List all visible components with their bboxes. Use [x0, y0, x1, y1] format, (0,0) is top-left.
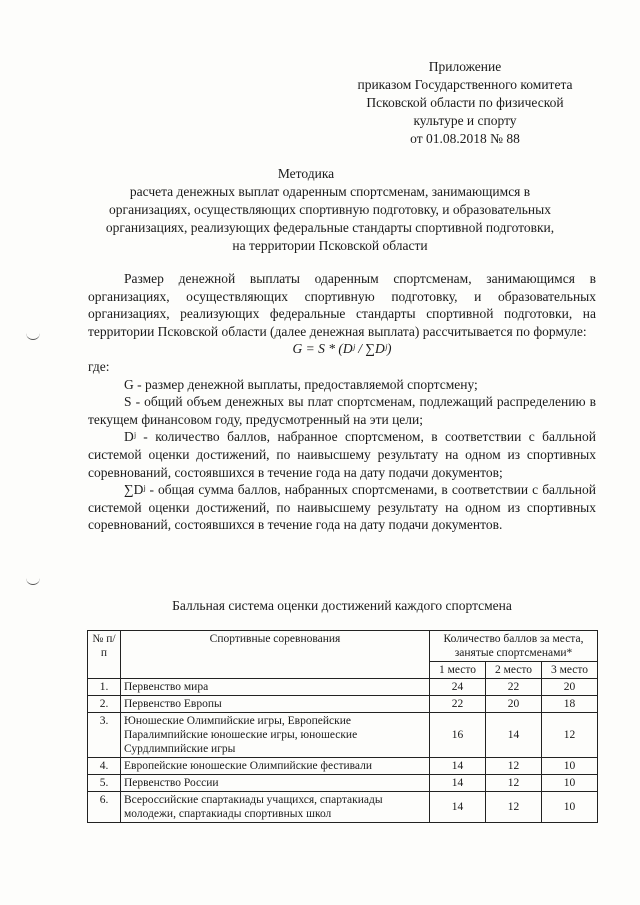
- row-number: 6.: [88, 792, 121, 823]
- appendix-block: [330, 58, 600, 148]
- row-place-3: 10: [541, 775, 597, 792]
- scan-mark: [26, 578, 40, 585]
- header-points: Количество баллов за места, занятые спортсменами*: [430, 631, 598, 662]
- row-competition: Первенство Европы: [121, 696, 430, 713]
- definition-sum: ∑Dʲ - общая сумма баллов, набранных спортсменами, в соответствии с балльной системой оценки достижений, по наивысшему результату на одном из спортивных соревнований, состоявшихся в течение года на дату подачи документов.: [88, 482, 596, 533]
- appendix-org-cont: культуре и спорту: [413, 113, 517, 128]
- row-place-3: 18: [541, 696, 597, 713]
- definition-d: Dʲ - количество баллов, набранное спортсменом, в соответствии с балльной системой оценки достижений, по наивысшему результату на одном из спортивных соревнований, состоявшихся в течение года на дату подачи документов;: [88, 429, 596, 480]
- title-line: расчета денежных выплат одаренным спортсменам, занимающимся в: [129, 184, 531, 199]
- row-place-1: 22: [430, 696, 486, 713]
- document-body: [88, 270, 596, 534]
- row-number: 5.: [88, 775, 121, 792]
- table-row: [88, 696, 598, 713]
- scores-table: [87, 630, 598, 823]
- row-place-1: 24: [430, 679, 486, 696]
- row-place-2: 20: [485, 696, 541, 713]
- appendix-date: от 01.08.2018 № 88: [410, 131, 520, 146]
- row-place-2: 14: [485, 713, 541, 758]
- definition-g: G - размер денежной выплаты, предоставляемой спортсмену;: [124, 376, 478, 392]
- row-place-1: 14: [430, 775, 486, 792]
- row-place-3: 10: [541, 792, 597, 823]
- header-place-2: 2 место: [485, 662, 541, 679]
- appendix-org: Псковской области по физической: [366, 95, 564, 110]
- row-place-2: 12: [485, 792, 541, 823]
- row-place-2: 12: [485, 775, 541, 792]
- row-place-2: 22: [485, 679, 541, 696]
- row-place-3: 12: [541, 713, 597, 758]
- intro-paragraph: Размер денежной выплаты одаренным спортсменам, занимающимся в организациях, осуществляющих спортивную подготовку, и образовательных организациях, реализующих федеральные стандарты спортивной подготовки, на территории Псковской области (далее денежная выплата) рассчитывается по формуле:: [88, 271, 596, 339]
- table-row: [88, 713, 598, 758]
- title-line: организациях, осуществляющих спортивную подготовку, и образовательных: [109, 202, 551, 217]
- table-row: [88, 679, 598, 696]
- formula: G = S * (Dʲ / ∑Dʲ): [292, 341, 392, 357]
- table-row: [88, 792, 598, 823]
- title-heading: Методика: [277, 166, 335, 181]
- row-place-1: 14: [430, 758, 486, 775]
- title-line: организациях, реализующих федеральные стандарты спортивной подготовки,: [105, 220, 555, 235]
- document-title: [70, 165, 590, 255]
- row-number: 3.: [88, 713, 121, 758]
- table-header-row: [88, 631, 598, 662]
- row-number: 1.: [88, 679, 121, 696]
- row-competition: Всероссийские спартакиады учащихся, спартакиады молодежи, спартакиады спортивных школ: [121, 792, 430, 823]
- row-number: 4.: [88, 758, 121, 775]
- row-number: 2.: [88, 696, 121, 713]
- table-row: [88, 775, 598, 792]
- header-competition: Спортивные соревнования: [121, 631, 430, 679]
- appendix-label: Приложение: [428, 59, 502, 74]
- row-place-2: 12: [485, 758, 541, 775]
- table-title: Балльная система оценки достижений каждого спортсмена: [172, 598, 512, 613]
- row-place-1: 16: [430, 713, 486, 758]
- header-place-3: 3 место: [541, 662, 597, 679]
- row-place-3: 10: [541, 758, 597, 775]
- table-row: [88, 758, 598, 775]
- title-line: на территории Псковской области: [232, 238, 428, 253]
- row-competition: Первенство России: [121, 775, 430, 792]
- definition-s: S - общий объем денежных вы плат спортсменам, подлежащий распределению в текущем финансовом году, предусмотренный на эти цели;: [88, 394, 596, 427]
- row-competition: Юношеские Олимпийские игры, Европейские Паралимпийские юношеские игры, юношеские Сурдлимпийские игры: [121, 713, 430, 758]
- row-place-3: 20: [541, 679, 597, 696]
- row-competition: Первенство мира: [121, 679, 430, 696]
- row-competition: Европейские юношеские Олимпийские фестивали: [121, 758, 430, 775]
- header-place-1: 1 место: [430, 662, 486, 679]
- row-place-1: 14: [430, 792, 486, 823]
- header-number: № п/п: [88, 631, 121, 679]
- scan-mark: [26, 333, 40, 340]
- where-label: где:: [88, 358, 110, 374]
- appendix-order: приказом Государственного комитета: [357, 77, 573, 92]
